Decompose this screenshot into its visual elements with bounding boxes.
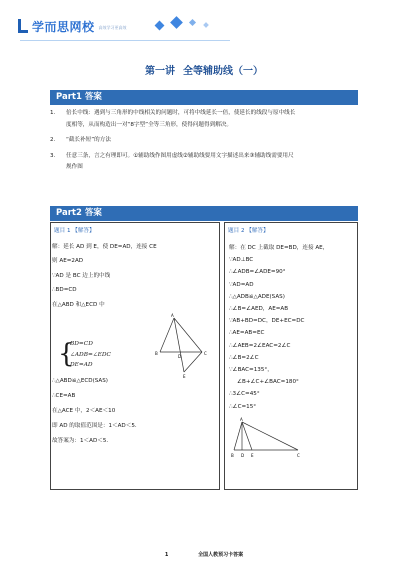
list-item: 1. 倍长中线：遇到与三角形的中线相关的问题时，可将中线延长一倍，使延长的线段与原中线长 度相等，从而构造出一对“8字型”全等三角形，使得问题得到解决。 [50, 110, 296, 128]
brace-icon: { [58, 339, 75, 369]
logo-mark-icon [18, 19, 28, 33]
list-item: 2. “截长补短”的方法 [50, 137, 111, 143]
congruence-conditions: { BD=CD ∠ADB=∠EDC DE=AD [58, 339, 111, 369]
vertex-label: D [241, 453, 245, 458]
diamond-icon [189, 19, 196, 26]
part1-heading: Part1 答案 [50, 90, 358, 105]
vertex-label: B [231, 453, 234, 458]
diamond-icon [155, 21, 165, 31]
header-divider [20, 40, 230, 41]
footer-text: 全国人教预习卡答案 [198, 552, 244, 558]
question1-conclusion: ∴△ABD≌△ECD(SAS) ∴CE=AB 在△ACE 中，2＜AE＜10 即 AD 的取值范围是：1＜AD＜5． 故答案为：1＜AD＜5． [52, 378, 141, 444]
question1-solution: 解：延长 AD 到 E，使 DE=AD，连接 CE 则 AE=2AD ∵AD 是 BC 边上的中线 ∴BD=CD 在△ABD 和△ECD 中 [52, 244, 157, 308]
vertex-label: D [178, 354, 182, 359]
part2-heading: Part2 答案 [50, 206, 358, 221]
vertex-label: E [251, 453, 254, 458]
vertex-label: A [171, 313, 174, 318]
logo-subtitle: 高效学习更高效 [98, 25, 127, 30]
vertex-label: A [240, 417, 243, 422]
question1-triangle-figure [152, 312, 214, 382]
part1-answer-list [50, 108, 360, 174]
page-footer [0, 551, 408, 558]
logo-text: 学而思网校 [32, 19, 95, 34]
page-title: 第一讲 全等辅助线（一） [145, 66, 263, 77]
page-number: 1 [164, 552, 169, 558]
question2-solution: 解：在 DC 上截取 DE=BD，连接 AE， ∵AD⊥BC ∴∠ADB=∠ADE=90° ∵AD=AD ∴△ADB≌△ADE(SAS) ∴∠B=∠AED，AE=AB ∵AB+BD=DC，DE+EC=DC ∴AE=AB=EC ∴∠AEB=2∠EAC=2∠C ∴∠B=2∠C ∵∠BAC=135°， ∠B+∠C+∠BAC=180° ∴3∠C=45° ∴∠C=15° [229, 245, 329, 410]
question2-title: 题目 2 【解答】 [228, 228, 269, 234]
list-item: 3. 任意三条，言之有理即可。①辅助线作图用虚线②辅助线要用文字描述出来③辅助线需要用尺 规作图 [50, 152, 294, 170]
diamond-icon [170, 16, 183, 29]
vertex-label: C [204, 351, 207, 356]
vertex-label: B [155, 351, 158, 356]
vertex-label: C [297, 453, 300, 458]
brand-logo [18, 16, 127, 36]
question2-triangle-figure [228, 416, 308, 460]
question1-title: 题目 1 【解答】 [54, 228, 95, 234]
diamond-icon [203, 22, 209, 28]
vertex-label: E [183, 374, 186, 379]
